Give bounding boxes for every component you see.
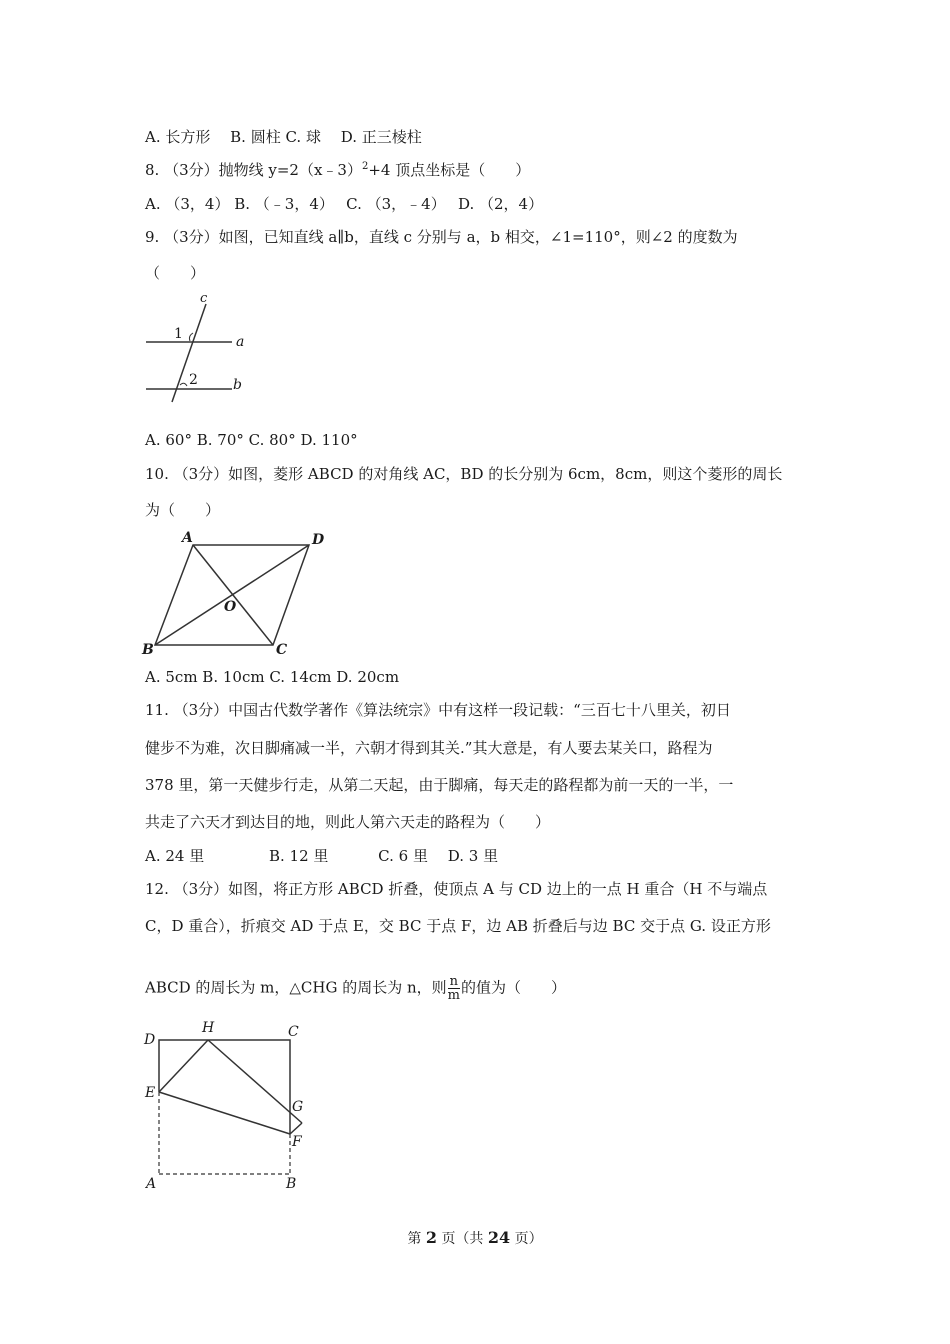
q12-stem-line1: 12. （3分）如图，将正方形 ABCD 折叠，使顶点 A 与 CD 边上的一点 H 重合（H 不与端点 <box>145 880 768 898</box>
fraction-n-over-m: $\frac{n}{m}$ <box>447 974 460 1003</box>
fig10-label-O: O <box>224 599 237 615</box>
q11-stem-line1: 11. （3分）中国古代数学著作《算法统宗》中有这样一段记载：“三百七十八里关，初日 <box>145 701 731 719</box>
fig9-label-a: a <box>236 334 245 350</box>
fig12-label-E: E <box>145 1085 156 1101</box>
page-footer: 第 2 页（共 24 页） <box>407 1228 543 1247</box>
fig10-label-C: C <box>276 642 288 658</box>
fig9-label-c: c <box>200 291 208 306</box>
q10-stem-line2: 为（ ） <box>145 501 221 519</box>
fig10-label-A: A <box>182 530 193 546</box>
q10-stem-line1: 10. （3分）如图，菱形 ABCD 的对角线 AC，BD 的长分别为 6cm，8cm，则这个菱形的周长 <box>145 465 783 483</box>
q9-stem-line1: 9. （3分）如图，已知直线 a∥b，直线 c 分别与 a，b 相交，∠1=110°，则∠2 的度数为 <box>145 228 738 246</box>
q11-stem-line4: 共走了六天才到达目的地，则此人第六天走的路程为（ ） <box>145 813 551 831</box>
q11-stem-line3: 378 里，第一天健步行走，从第二天起，由于脚痛，每天走的路程都为前一天的一半，一 <box>145 776 734 794</box>
q8-stem: 8. （3分）抛物线 y=2（x﹣3）$^2$+4 顶点坐标是（ ） <box>145 161 531 179</box>
q9-options: A. 60° B. 70° C. 80° D. 110° <box>145 431 358 449</box>
fig12-label-C: C <box>288 1024 299 1040</box>
q11-stem-line2: 健步不为难，次日脚痛减一半，六朝才得到其关.”其大意是，有人要去某关口，路程为 <box>145 739 713 757</box>
fig9-label-b: b <box>233 377 242 393</box>
fig12-label-B: B <box>286 1176 297 1192</box>
fig12-label-D: D <box>144 1032 156 1048</box>
q11-options: A. 24 里 B. 12 里 C. 6 里 D. 3 里 <box>145 847 499 865</box>
fig12-label-G: G <box>292 1099 304 1115</box>
q12-stem-line3: ABCD 的周长为 m，△CHG 的周长为 n，则 $\frac{n}{m}$ 的值为（ ） <box>145 974 567 1003</box>
q8-options: A. （3，4） B. （﹣3，4） C. （3，﹣4） D. （2，4） <box>145 195 544 213</box>
q9-stem-line2: （ ） <box>145 264 206 282</box>
fig12-label-A: A <box>146 1176 157 1192</box>
fig9-label-1: 1 <box>174 326 183 342</box>
fig12-label-F: F <box>292 1134 302 1150</box>
q7-options: A. 长方形 B. 圆柱 C. 球 D. 正三棱柱 <box>145 128 422 146</box>
fig10-label-D: D <box>312 532 325 548</box>
fig10-label-B: B <box>142 642 154 658</box>
q10-options: A. 5cm B. 10cm C. 14cm D. 20cm <box>145 668 400 686</box>
fig12-label-H: H <box>202 1020 215 1036</box>
q12-stem-line2: C，D 重合），折痕交 AD 于点 E，交 BC 于点 F，边 AB 折叠后与边 BC 交于点 G. 设正方形 <box>145 917 771 935</box>
fig9-label-2: 2 <box>189 372 198 388</box>
